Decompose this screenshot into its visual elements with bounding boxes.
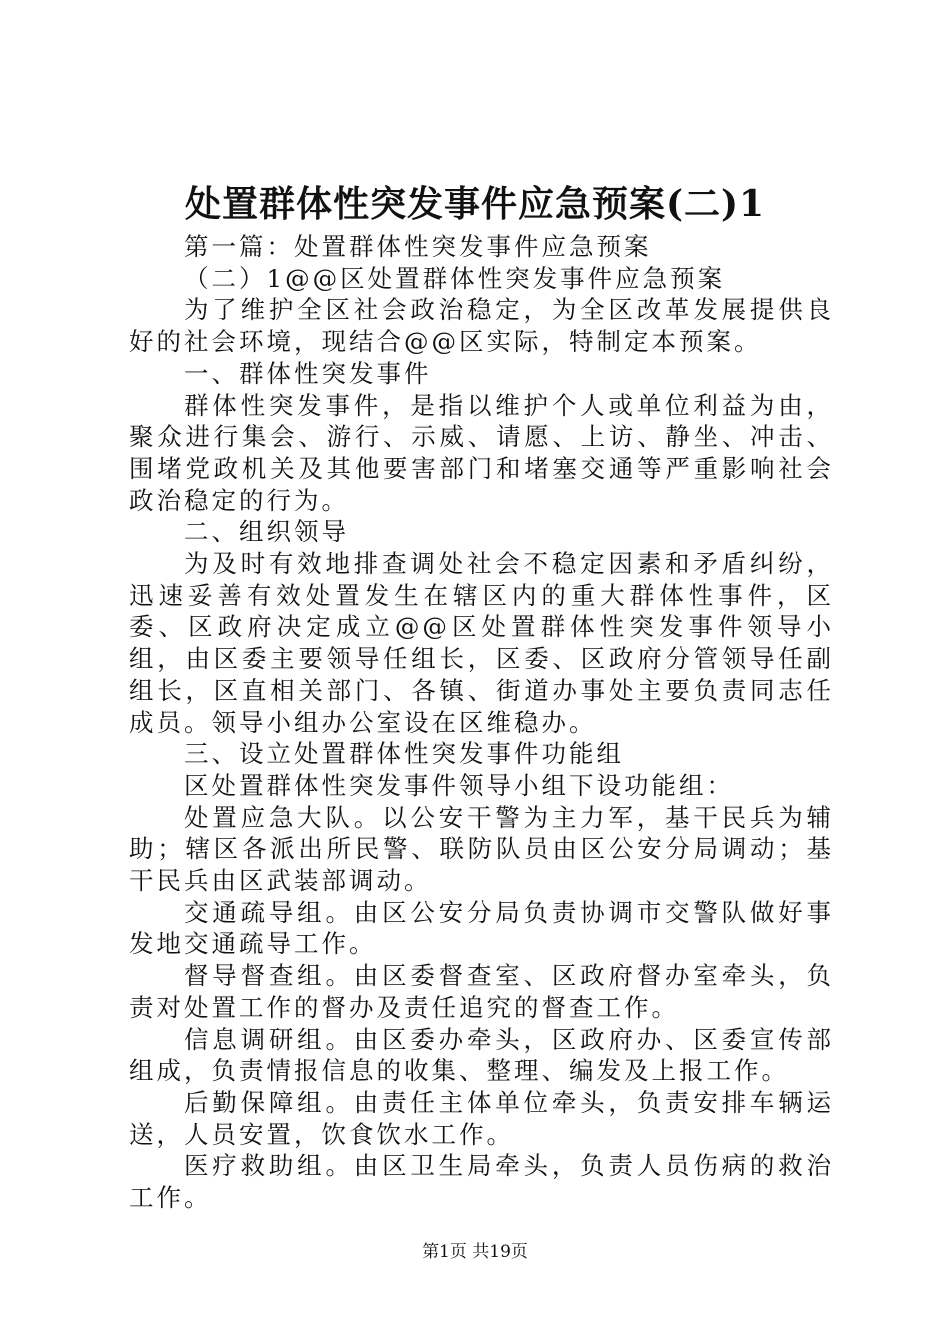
- paragraph: （二）1@@区处置群体性突发事件应急预案: [184, 263, 726, 293]
- section-heading: 三、设立处置群体性突发事件功能组: [184, 739, 624, 769]
- paragraph: 医疗救助组。由区卫生局牵头，负责人员伤病的救治工作。: [129, 1151, 834, 1213]
- paragraph: 区处置群体性突发事件领导小组下设功能组：: [184, 770, 734, 800]
- paragraph: 群体性突发事件，是指以维护个人或单位利益为由，聚众进行集会、游行、示威、请愿、上访、静坐、冲击、围堵党政机关及其他要害部门和堵塞交通等严重影响社会政治稳定的行为。: [129, 390, 834, 515]
- page-footer: 第1页 共19页: [422, 1242, 528, 1262]
- paragraph: 后勤保障组。由责任主体单位牵头，负责安排车辆运送，人员安置，饮食饮水工作。: [129, 1087, 834, 1149]
- section-heading: 二、组织领导: [184, 517, 349, 547]
- paragraph: 处置应急大队。以公安干警为主力军，基干民兵为辅助；辖区各派出所民警、联防队员由区公安分局调动；基干民兵由区武装部调动。: [129, 802, 834, 896]
- paragraph: 第一篇：处置群体性突发事件应急预案: [184, 232, 652, 261]
- paragraph: 督导督查组。由区委督查室、区政府督办室牵头，负责对处置工作的督办及责任追究的督查工作。: [129, 961, 834, 1022]
- document-title: 处置群体性突发事件应急预案(二)1: [184, 183, 766, 225]
- document-body: [129, 231, 834, 1214]
- paragraph: 信息调研组。由区委办牵头，区政府办、区委宣传部组成，负责情报信息的收集、整理、编发及上报工作。: [129, 1024, 834, 1086]
- section-heading: 一、群体性突发事件: [184, 358, 432, 388]
- paragraph: 交通疏导组。由区公安分局负责协调市交警队做好事发地交通疏导工作。: [129, 897, 834, 959]
- paragraph: 为了维护全区社会政治稳定，为全区改革发展提供良好的社会环境，现结合@@区实际，特制定本预案。: [129, 295, 834, 357]
- paragraph: 为及时有效地排查调处社会不稳定因素和矛盾纠纷，迅速妥善有效处置发生在辖区内的重大群体性事件，区委、区政府决定成立@@区处置群体性突发事件领导小组，由区委主要领导任组长，区委、区政府分管领导任副组长，区直相关部门、各镇、街道办事处主要负责同志任成员。领导小组办公室设在区维稳办。: [129, 549, 834, 737]
